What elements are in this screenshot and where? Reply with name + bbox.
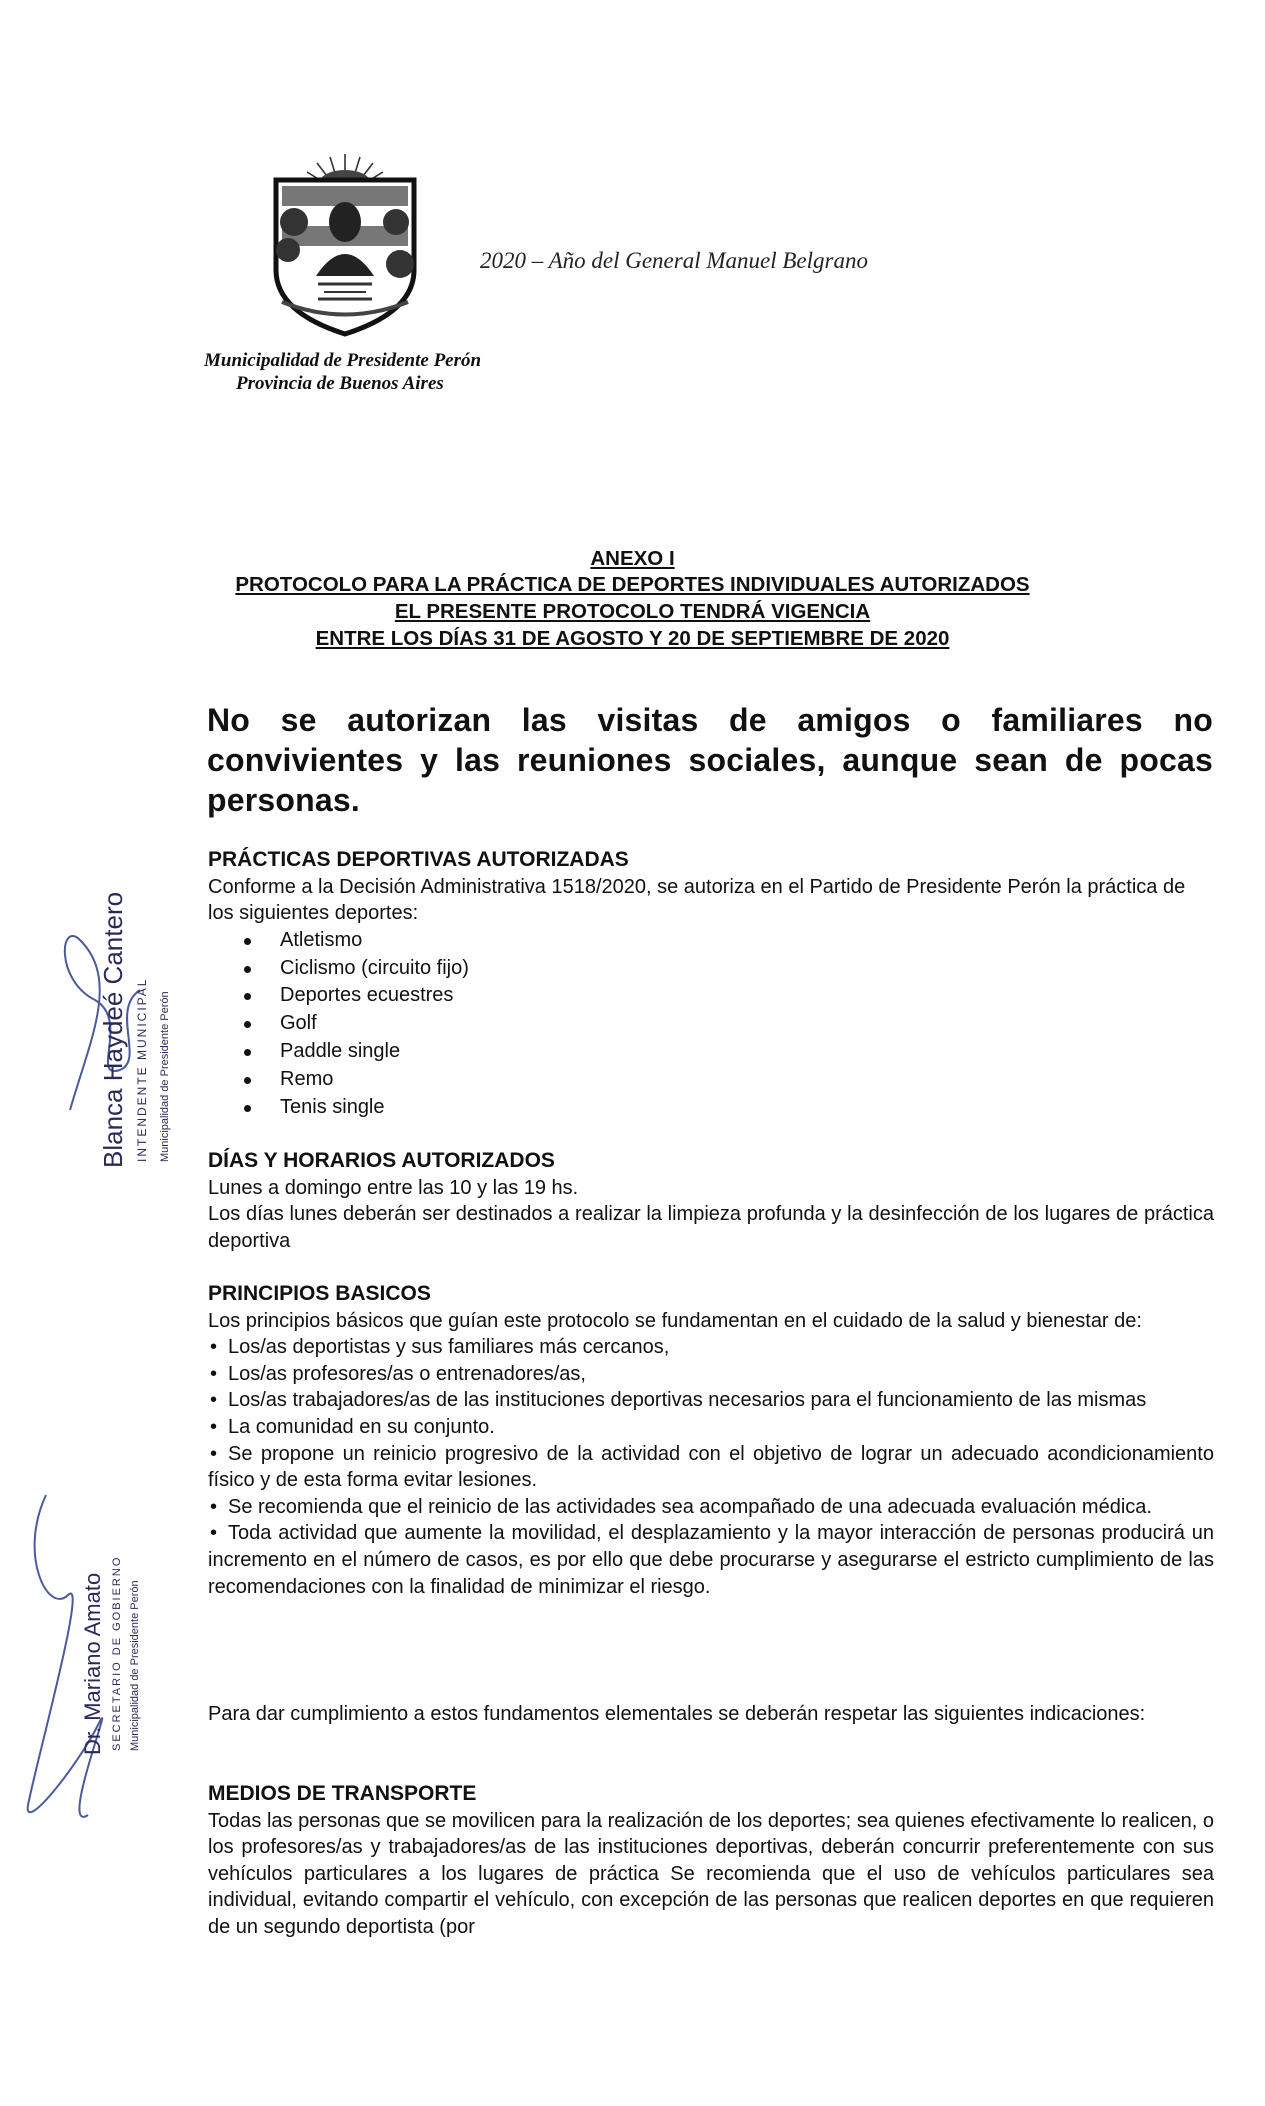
- visits-warning: No se autorizan las visitas de amigos o familiares no convivientes y las reuniones sociales, aunque sean de pocas personas.: [207, 702, 1213, 818]
- transporte-text: Todas las personas que se movilicen para la realización de los deportes; sea quienes efectivamente lo realicen, o los profesores/as y trabajadores/as de las instituciones deportivas, deberán concurrir preferentemente con sus vehículos particulares a los lugares de práctica Se recomienda que el uso de vehículos particulares sea individual, evitando compartir el vehículo, con excepción de las personas que realicen deportes en que requieren de un segundo deportista (por: [208, 1809, 1214, 1938]
- list-item: Tenis single: [280, 1094, 1214, 1122]
- signature-stamp-intendente: [50, 891, 171, 1180]
- list-item: Deportes ecuestres: [280, 982, 1214, 1010]
- list-item: Remo: [280, 1066, 1214, 1094]
- section-heading: PRÁCTICAS DEPORTIVAS AUTORIZADAS: [208, 848, 629, 871]
- section-dias: [208, 1148, 1214, 1254]
- list-item: • Toda actividad que aumente la movilidad, el desplazamiento y la mayor interacción de personas producirá un incremento en el número de casos, es por ello que debe procurarse y asegurarse el estricto cumplimiento de las recomendaciones con la finalidad de minimizar el riesgo.: [208, 1522, 1214, 1598]
- dias-line1: Lunes a domingo entre las 10 y las 19 hs.: [208, 1176, 579, 1199]
- signature-name-2: Dr. Mariano Amato: [80, 1572, 105, 1755]
- list-item: • Los/as trabajadores/as de las instituciones deportivas necesarios para el funcionamiento de las mismas: [210, 1389, 1147, 1412]
- validity-title: EL PRESENTE PROTOCOLO TENDRÁ VIGENCIA: [394, 600, 871, 623]
- list-item: Paddle single: [280, 1038, 1214, 1066]
- list-item: • Se propone un reinicio progresivo de la actividad con el objetivo de lograr un adecuado acondicionamiento físico y de esta forma evitar lesiones.: [208, 1442, 1214, 1492]
- date-range-title: ENTRE LOS DÍAS 31 DE AGOSTO Y 20 DE SEPTIEMBRE DE 2020: [315, 627, 950, 650]
- list-item: • La comunidad en su conjunto.: [210, 1415, 495, 1438]
- cumplimiento-paragraph: Para dar cumplimiento a estos fundamentos elementales se deberán respetar las siguientes indicaciones:: [208, 1703, 1146, 1725]
- municipality-name: Municipalidad de Presidente Perón: [204, 350, 482, 371]
- dias-line2: Los días lunes deberán ser destinados a realizar la limpieza profunda y la desinfección de los lugares de práctica deportiva: [208, 1203, 1214, 1252]
- section-heading: PRINCIPIOS BASICOS: [208, 1282, 431, 1305]
- list-item: Atletismo: [280, 927, 1214, 955]
- section-principios: [208, 1281, 1214, 1600]
- list-item: • Se recomienda que el reinicio de las actividades sea acompañado de una adecuada evaluación médica.: [210, 1495, 1152, 1518]
- signature-stamp-secretario: [18, 1475, 141, 1855]
- practicas-intro: Conforme a la Decisión Administrativa 1518/2020, se autoriza en el Partido de Presidente Perón la práctica de los siguientes deportes:: [208, 875, 1186, 925]
- signature-role-1: INTENDENTE MUNICIPAL: [135, 977, 149, 1162]
- annex-title: ANEXO I: [590, 547, 675, 570]
- principios-intro: Los principios básicos que guían este protocolo se fundamentan en el cuidado de la salud y bienestar de:: [208, 1309, 1142, 1332]
- signature-name-1: Blanca Haydeé Cantero: [98, 891, 128, 1168]
- section-transporte: [208, 1781, 1214, 1941]
- signature-org-2: Municipalidad de Presidente Perón: [129, 1580, 141, 1751]
- province-name: Provincia de Buenos Aires: [236, 373, 444, 394]
- list-item: • Los/as deportistas y sus familiares más cercanos,: [210, 1336, 670, 1359]
- year-motto: 2020 – Año del General Manuel Belgrano: [480, 248, 868, 273]
- sports-list: [208, 927, 1214, 1122]
- municipal-crest-logo: [272, 152, 418, 338]
- protocol-title: PROTOCOLO PARA LA PRÁCTICA DE DEPORTES INDIVIDUALES AUTORIZADOS: [235, 573, 1030, 596]
- signature-org-1: Municipalidad de Presidente Perón: [159, 991, 171, 1162]
- signature-role-2: SECRETARIO DE GOBIERNO: [111, 1555, 123, 1751]
- principios-list: [208, 1334, 1214, 1600]
- section-heading: MEDIOS DE TRANSPORTE: [208, 1782, 477, 1805]
- list-item: Golf: [280, 1010, 1214, 1038]
- section-heading: DÍAS Y HORARIOS AUTORIZADOS: [208, 1149, 555, 1172]
- section-practicas: [208, 847, 1214, 1121]
- list-item: • Los/as profesores/as o entrenadores/as,: [210, 1362, 586, 1385]
- list-item: Ciclismo (circuito fijo): [280, 955, 1214, 983]
